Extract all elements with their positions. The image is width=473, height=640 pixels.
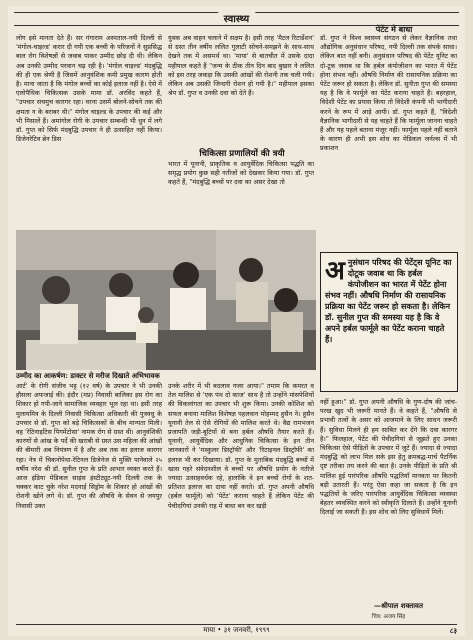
pull-quote	[320, 252, 458, 392]
page-number: ८३	[449, 626, 457, 635]
photo-credit: चित्र: अजय सिंह	[371, 614, 406, 620]
column-e-text: उनके शरीर में भी बदलाव नजर आया।" तमाम कि कमरत व तेल मालिश से 'एक पंथ दो काज' साथ है तो उन्होंने मांसपेशियों की विकलांगता का उपचार भी शुरू किया। उनकी कोशिश को सफल बनाया मालिश विशेषज्ञ पहलवान मोहम्मद हुसैन ने। हुसैन यूनानी तेल से ऐसे रोगियों की मालिश करते थे। वैद्य रामभजन प्रजापति जड़ी-बूटियों से बना हर्बल औषधि तैयार करते हैं। यूनानी, आयुर्वेदिक और आधुनिक चिकित्सा के इन तीन जानकारों ने 'मस्कुलर डिस्ट्रॉफी' और 'रिटाइनल डिस्ट्रॉफी' का इलाज भी कर दिखाया। डॉ. गुप्त के मुताबिक मंदबुद्धि बच्चों में खास गहरे संवेदनशील वे बच्चों पर औषधि प्रयोग के नतीजे ज्यादा उत्साहवर्धक रहे, हालांकि वे इन बच्चों रोगों के शत-प्रतिशत इलाज का दावा नहीं करते। डॉ. गुप्त अपनी औषधि (हर्बल फार्मूले) को 'पेटेंट' कराना चाहते हैं लेकिन पेटेंट की पेचीदगियां उनकी राह में बाधा बन कर खड़ी	[168, 382, 314, 510]
photo-caption: उम्मीद का आकर्षण: डाक्टर से मरीज दिखाते अभिभावक	[16, 371, 160, 380]
photo-illustration	[16, 230, 316, 370]
subheading: चिकित्सा प्रणालियों की त्रयी	[199, 149, 285, 159]
article-photo	[16, 230, 316, 370]
column-f-text: नहीं हुआ।" डॉ. गुप्त अपनी औषधि के गुण-दोष की जांच-परख खुद भी जरूरी मानते हैं। वे कहते हैं, "औषधि से प्रभावी तत्वों के असर को आजमाने के लिए साधन जरूरी हैं। सुविधा मिलने ही हम साबित कर देंगे कि दवा कारगर है।" फिलहाल, पेटेंट की पेचीदगियां से जूझते हुए उनका चिकित्सा ऐसे पीड़ितों के उपचार में जुटे हैं। ज्यादा से ज्यादा मंदबुद्धि को लाभ मिल सके इस हेतु क्रमबद्ध-मार्च पैटर्निक दृष्ट तरीका तय करने की बात है। उनके पीड़ितों के प्रति श्री मालिश हुई पारंपरिक औषधि पद्धतियाँ मानवता पर कितनी बड़ी उतारती हैं। परंतु ऐसा कहा जा सकता है कि इन पद्धतियों के जरिए पारंपरिक आयुर्वेदिक चिकित्सा व्यवस्था बेहतर व्यवस्थित करने को स्वीकृति दिलाते हैं। उन्होंने यूनानी दिलाई जा सकती हैं। इस शोध को लिए सुविधायें मिलें।	[320, 398, 457, 517]
section-heading: पेटेंट में बाधा	[375, 24, 413, 34]
section-label: स्वास्थ्य	[218, 11, 255, 25]
column-b2-text: भारत में यूनानी, प्राकृतिक व आयुर्वेदिक चिकित्सा पद्धति का समृद्ध प्रयोग कुछ सही नतीजों को देखकर किया गया। डॉ. गुप्त कहते हैं, "मंदबुद्धि बच्चों पर दवा का असर देखा तो	[168, 160, 314, 187]
column-a-text: लोग इसे मानता देते हैं। सर गंगाराम अस्पताल-नयी दिल्ली से 'मंगोल-चाइल्ड' करार दी गयी एक बच्ची के परिजनों ने सुप्रसिद्ध बाल रोग विशेषज्ञों से जवाब पाकर उम्मीद छोड़ दी थी। लेकिन अब उनकी उम्मीद परवान चढ़ रही है। 'मंगोल चाइल्ड' मंदबुद्धि की ही एक श्रेणी है जिसमें आनुवंशिक कमी प्रमुख कारण होती है। माना जाता है कि मंगोल बच्चों का कोई इलाज नहीं है। ऐसे में एलोपैथिक चिकित्सक उसके मामा डॉ. अरविंद कहते हैं, "उपचार सचमुच कारगर रहा। वरना उसमें बोलने-सोचने तक की क्षमता न के बराबर थी।" मंगोल चाइल्ड के उपचार की कई और भी मिसालें हैं। अमांगोल रोगी के उपचार सम्बन्धी भी धुन में लगे डॉ. गुप्त को सिर्फ मंदबुद्धि उपचार ने ही उत्साहित नहीं किया। डिजेनरेटिव ब्रेन डिस	[16, 34, 162, 144]
pull-quote-text: नुसंधान परिषद की पेटेंट्स यूनिट का दोटूक जवाब था कि हर्बल कंपोजीशन का भारत में पेटेंट होना संभव नहीं। औषधि निर्माण की रासायनिक प्रक्रिया का पेटेंट जरूर हो सकता है। लेकिन डॉ. सुनील गुप्त की समस्या यह है कि वे अपने हर्बल फार्मूले का पेटेंट कराना चाहते हैं।	[325, 257, 452, 344]
column-b-text: युवक अब वाहन चलाने में सक्षम है। इसी तरह 'मैटल रिटार्डेशन' से ग्रस्त तीन वर्षीय ललित गुलाटी सोचने-समझने के साथ-साथ देखने तक में असमर्थ था। 'माया' से बातचीत में उसके दादा महीपाल कहते हैं "जन्म के ठीक तीन दिन बाद बुखार ने ललित को इस तरह जकड़ा कि उसकी आंखों की रोशनी तक चली गयी। लेकिन अब उसकी जिन्दगी रोशन हो गयी है।" महीपाल इसका श्रेय डॉ. गुप्त व उनकी दवा को देते हैं।	[168, 34, 314, 98]
column-c-text: डॉ. गुप्त ने विश्व स्वास्थ्य संगठन से लेकर वैज्ञानिक तथा औद्योगिक अनुसंधान परिषद, नयी दिल्ली तक संपर्क साधा। लेकिन बात नहीं बनी। अनुसंधान परिषद की पेटेंट यूनिट का दो-टूक जवाब था कि हर्बल कंपोजीशन का भारत में पेटेंट होना संभव नहीं। औषधि निर्माण की रासायनिक प्रक्रिया का पेटेंट जरूर हो सकता है। लेकिन डॉ. सुनीता गुप्त की समस्या यह है कि वे फार्मूले का पेटेंट कराना चाहते हैं। बहरहाल, विदेशी पेटेंट का प्रयास किया तो विदेशी कंपनी भी भागीदारी करने के रूप में आड़े आयी। डॉ. गुप्त कहते हैं, "विदेशी वैज्ञानिक भागीदारी से यह चाहते हैं कि फार्मूला जानना चाहते हैं और यह पहले बताना मंजूर नहीं। फार्मूला पहले नहीं बताने के कारण ही अभी इस शोध का मेडिकल जर्नल्स में भी प्रकाशन	[320, 34, 457, 153]
pull-quote-dropcap: अ	[325, 256, 345, 286]
footer	[16, 624, 457, 635]
page	[8, 6, 465, 636]
author-signoff: —श्रीपाल शक्तावत	[374, 601, 423, 610]
column-d-text: आर्ट' के रोगी संजीव भट्ट (१२ वर्ष) के उपचार ने भी उनकी हौसला अफजाई की। इंदौर (मप्र) निवासी बालिका इस रोग का शिकार हो गयी-जाने सामाजिक व्यवहार भूल रहा था। इसी तरह मुलायमित्र के दिल्ली निवासी चिकित्सा अधिकारी की पुत्रवधु के उपचार से डॉ. गुप्त को बड़े चिकित्सकों के बीच मान्यता मिली। वह 'रेटिनाइटिस पिगमेंटोसा' नामक रोग से ग्रस्त थी। आनुवंशिकी कारणों से आंख के पर्दे की खराबी से ग्रस्त उस महिला की आंखों की बीमारी अब नियंत्रण में है और अब तक का इलाज कारगर रहा। नेत्र में चिकनोपेथा-रेटिनल डिजेनेज से मुक्ति पानेवाले २५ वर्षीय नरेश श्री डॉ. सुनील गुप्त के प्रति आभार व्यक्त करते हैं। आज इंडिया मेडिकल साइंस इंस्टीट्यूट-नयी दिल्ली तक के चक्कर काट चुके नरेश मदनाई सिड्रोम के शिकार हो आंखों की रोशनी खोने लगे थे। डॉ. गुप्त की औषधि के सेवन से जयपुर निवासी उक्त	[16, 382, 162, 510]
footer-publication: माया • ३१ जनवरी, १९९९	[203, 626, 270, 634]
